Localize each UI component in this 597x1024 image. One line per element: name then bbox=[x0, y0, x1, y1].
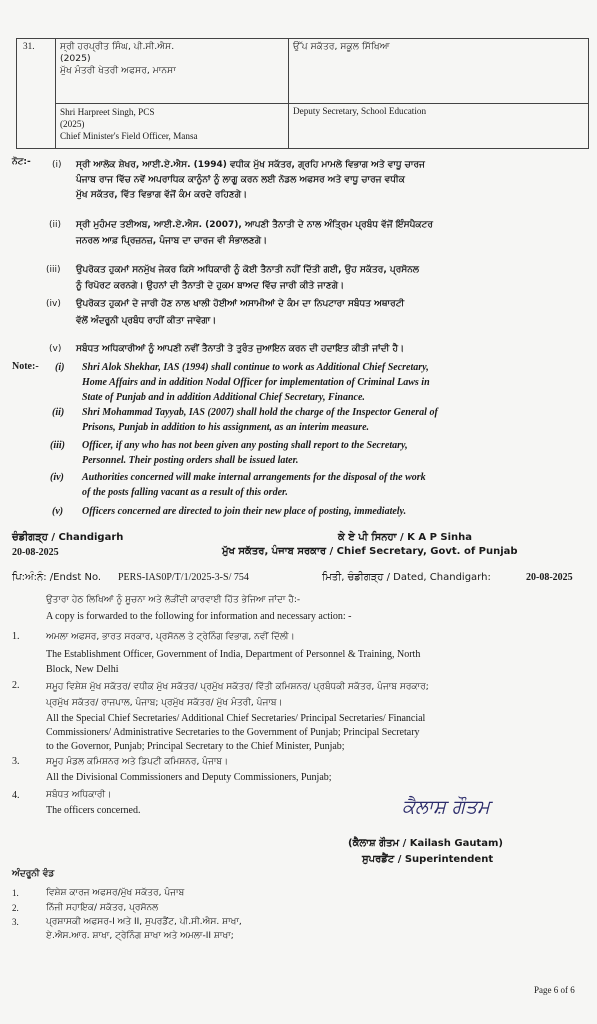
handwritten-signature: ਕੈਲਾਸ਼ ਗੌਤਮ bbox=[402, 796, 490, 818]
note-en-text: Officers concerned are directed to join their new place of posting, immediately. bbox=[82, 506, 407, 517]
internal-item: ਵਿਸ਼ੇਸ਼ ਕਾਰਜ ਅਫਸਰ/ਮੁੱਖ ਸਕੱਤਰ, ਪੰਜਾਬ bbox=[46, 888, 185, 898]
officer-cell-en bbox=[56, 104, 289, 149]
internal-item: ਨਿੱਜੀ ਸਹਾਇਕ/ ਸਕੱਤਰ, ਪ੍ਰਸੋਨਲ bbox=[46, 903, 159, 913]
endst-date-label: ਮਿਤੀ, ਚੰਡੀਗੜ੍ਹ / Dated, Chandigarh: bbox=[322, 572, 491, 583]
endst-number: PERS-IAS0P/T/1/2025-3-S/ 754 bbox=[118, 572, 249, 583]
order-date: 20-08-2025 bbox=[12, 547, 59, 558]
copy-en: The Establishment Officer, Government of India, Department of Personnel & Training, North bbox=[46, 649, 421, 660]
note-en-text: Officer, if any who has not been given any posting shall report to the Secretary, bbox=[82, 440, 408, 451]
internal-num: 1. bbox=[12, 888, 19, 898]
note-en-num: (iv) bbox=[50, 472, 64, 483]
note-pa-text: ਸ੍ਰੀ ਆਲੋਕ ਸ਼ੇਖਰ, ਆਈ.ਏ.ਐਸ. (1994) ਵਧੀਕ ਮੁੱਖ ਸਕੱਤਰ, ਗ੍ਰਹਿ ਮਾਮਲੇ ਵਿਭਾਗ ਅਤੇ ਵਾਧੂ ਚਾਰਜ bbox=[76, 160, 425, 170]
officer-year-pa: (2025) bbox=[60, 53, 91, 64]
copy-pa: ਸਬੰਧਤ ਅਧਿਕਾਰੀ। bbox=[46, 790, 112, 800]
note-pa-num: (v) bbox=[49, 344, 62, 354]
signatory-name: ਕੇ ਏ ਪੀ ਸਿਨਹਾ / K A P Sinha bbox=[338, 532, 472, 543]
note-pa-text: ਉਪਰੋਕਤ ਹੁਕਮਾਂ ਸਨਮੁੱਖ ਜੇਕਰ ਕਿਸੇ ਅਧਿਕਾਰੀ ਨੂੰ ਕੋਈ ਤੈਨਾਤੀ ਨਹੀਂ ਦਿੱਤੀ ਗਈ, ਉਹ ਸਕੱਤਰ, ਪ੍ਰਸੋਨਲ bbox=[76, 265, 419, 275]
note-pa-text: ਸ੍ਰੀ ਮੁਹੰਮਦ ਤਈਅਬ, ਆਈ.ਏ.ਐਸ. (2007), ਆਪਣੀ ਤੈਨਾਤੀ ਦੇ ਨਾਲ ਅੰਤ੍ਰਿਮ ਪ੍ਰਬੰਧ ਵੱਜੋਂ ਇੰਸਪੈਕਟਰ bbox=[76, 220, 433, 230]
internal-title: ਅੰਦਰੂਨੀ ਵੰਡ bbox=[12, 869, 55, 879]
note-pa-text: ਨੂੰ ਰਿਪੋਰਟ ਕਰਨਗੇ। ਉਹਨਾਂ ਦੀ ਤੈਨਾਤੀ ਦੇ ਹੁਕਮ ਬਾਅਦ ਵਿੱਚ ਜਾਰੀ ਕੀਤੇ ਜਾਣਗੇ। bbox=[76, 281, 345, 291]
copy-en: Block, New Delhi bbox=[46, 664, 119, 675]
copy-pa: ਅਮਲਾ ਅਫਸਰ, ਭਾਰਤ ਸਰਕਾਰ, ਪ੍ਰਸੋਨਲ ਤੇ ਟ੍ਰੇਨਿੰਗ ਵਿਭਾਗ, ਨਵੀਂ ਦਿੱਲੀ। bbox=[46, 632, 295, 642]
place: ਚੰਡੀਗੜ੍ਹ / Chandigarh bbox=[12, 532, 124, 543]
posting-table bbox=[16, 38, 589, 149]
table-row bbox=[17, 39, 589, 104]
note-pa-text: ਸਬੰਧਤ ਅਧਿਕਾਰੀਆਂ ਨੂੰ ਆਪਣੀ ਨਵੀਂ ਤੈਨਾਤੀ ਤੇ ਤੁਰੰਤ ਜੁਆਇਨ ਕਰਨ ਦੀ ਹਦਾਇਤ ਕੀਤੀ ਜਾਂਦੀ ਹੈ। bbox=[76, 344, 405, 354]
copy-en: to the Governor, Punjab; Principal Secretary to the Chief Minister, Punjab; bbox=[46, 741, 345, 752]
copy-en: All the Special Chief Secretaries/ Additional Chief Secretaries/ Principal Secretaries/ Financial bbox=[46, 713, 426, 724]
note-en-num: (ii) bbox=[52, 407, 65, 418]
note-label-en: Note:- bbox=[12, 361, 39, 372]
copy-pa: ਪ੍ਰਮੁੱਖ ਸਕੱਤਰ/ ਰਾਜਪਾਲ, ਪੰਜਾਬ; ਪ੍ਰਮੁੱਖ ਸਕੱਤਰ/ ਮੁੱਖ ਮੰਤਰੀ, ਪੰਜਾਬ। bbox=[46, 698, 283, 708]
superintendent-designation: ਸੁਪਰਡੈਂਟ / Superintendent bbox=[362, 854, 494, 865]
internal-num: 2. bbox=[12, 903, 19, 913]
internal-item: ਏ.ਐਸ.ਆਰ. ਸ਼ਾਖਾ, ਟ੍ਰੇਨਿੰਗ ਸ਼ਾਖਾ ਅਤੇ ਅਮਲਾ-II ਸ਼ਾਖਾ; bbox=[46, 931, 234, 941]
note-pa-text: ਪੰਜਾਬ ਰਾਜ ਵਿੱਚ ਨਵੇਂ ਅਪਰਾਧਿਕ ਕਾਨੂੰਨਾਂ ਨੂੰ ਲਾਗੂ ਕਰਨ ਲਈ ਨੋਡਲ ਅਫਸਰ ਅਤੇ ਵਾਧੂ ਚਾਰਜ ਵਧੀਕ bbox=[76, 175, 405, 185]
officer-name-en: Shri Harpreet Singh, PCS bbox=[60, 107, 155, 117]
note-en-text: Personnel. Their posting orders shall be issued later. bbox=[82, 455, 299, 466]
signatory-designation: ਮੁੱਖ ਸਕੱਤਰ, ਪੰਜਾਬ ਸਰਕਾਰ / Chief Secretary, Govt. of Punjab bbox=[222, 546, 518, 557]
internal-num: 3. bbox=[12, 917, 19, 927]
officer-current-pa: ਮੁੱਖ ਮੰਤਰੀ ਖੇਤਰੀ ਅਫਸਰ, ਮਾਨਸਾ bbox=[60, 65, 176, 76]
note-en-num: (v) bbox=[52, 506, 64, 517]
note-en-text: Home Affairs and in addition Nodal Officer for implementation of Criminal Laws in bbox=[82, 377, 430, 388]
endst-date: 20-08-2025 bbox=[526, 572, 573, 583]
page-number: Page 6 of 6 bbox=[534, 985, 575, 995]
note-pa-num: (iii) bbox=[46, 265, 61, 275]
note-pa-text: ਜਨਰਲ ਆਫ਼ ਪ੍ਰਿਜ਼ਨਜ਼, ਪੰਜਾਬ ਦਾ ਚਾਰਜ ਵੀ ਸੰਭਾਲਣਗੇ। bbox=[76, 236, 268, 246]
officer-current-en: Chief Minister's Field Officer, Mansa bbox=[60, 131, 198, 141]
note-en-num: (iii) bbox=[50, 440, 65, 451]
officer-year-en: (2025) bbox=[60, 119, 85, 129]
copy-num: 3. bbox=[12, 756, 20, 767]
copy-en: The officers concerned. bbox=[46, 805, 141, 816]
copy-pa: ਸਮੂਹ ਵਿਸ਼ੇਸ਼ ਮੁੱਖ ਸਕੱਤਰ/ ਵਧੀਕ ਮੁੱਖ ਸਕੱਤਰ/ ਪ੍ਰਮੁੱਖ ਸਕੱਤਰ/ ਵਿੱਤੀ ਕਮਿਸ਼ਨਰ/ ਪ੍ਰਬੰਧਕੀ ਸਕੱਤਰ, ਪੰਜਾਬ ਸਰਕਾਰ; bbox=[46, 682, 429, 692]
copy-num: 1. bbox=[12, 631, 20, 642]
note-pa-text: ਮੁੱਖ ਸਕੱਤਰ, ਵਿੱਤ ਵਿਭਾਗ ਵੱਜੋਂ ਕੰਮ ਕਰਦੇ ਰਹਿਣਗੇ। bbox=[76, 190, 248, 200]
copy-pa: ਸਮੂਹ ਮੰਡਲ ਕਮਿਸ਼ਨਰ ਅਤੇ ਡਿਪਟੀ ਕਮਿਸ਼ਨਰ, ਪੰਜਾਬ। bbox=[46, 757, 229, 767]
note-pa-num: (i) bbox=[52, 160, 62, 170]
copy-en: All the Divisional Commissioners and Deputy Commissioners, Punjab; bbox=[46, 772, 332, 783]
posting-cell-en: Deputy Secretary, School Education bbox=[289, 104, 589, 149]
posting-cell-pa: ਉੱਪ ਸਕੱਤਰ, ਸਕੂਲ ਸਿੱਖਿਆ bbox=[289, 39, 589, 104]
note-en-num: (i) bbox=[55, 362, 65, 373]
officer-name-pa: ਸ੍ਰੀ ਹਰਪ੍ਰੀਤ ਸਿੰਘ, ਪੀ.ਸੀ.ਐਸ. bbox=[60, 41, 175, 52]
note-pa-num: (ii) bbox=[49, 220, 62, 230]
serial-number: 31. bbox=[17, 39, 56, 149]
copy-en: Commissioners/ Administrative Secretaries to the Government of Punjab; Principal Secretary bbox=[46, 727, 420, 738]
note-en-text: Shri Alok Shekhar, IAS (1994) shall continue to work as Additional Chief Secretary, bbox=[82, 362, 429, 373]
note-pa-num: (iv) bbox=[46, 299, 61, 309]
endst-label: ਪਿ:ਅੰ:ਨੰ: /Endst No. bbox=[12, 572, 102, 583]
note-en-text: of the posts falling vacant as a result of this order. bbox=[82, 487, 288, 498]
forward-en: A copy is forwarded to the following for information and necessary action: - bbox=[46, 611, 352, 622]
forward-pa: ਉਤਾਰਾ ਹੇਠ ਲਿਖਿਆਂ ਨੂੰ ਸੂਚਨਾ ਅਤੇ ਲੋੜੀਂਦੀ ਕਾਰਵਾਈ ਹਿੱਤ ਭੇਜਿਆ ਜਾਂਦਾ ਹੈ:- bbox=[46, 595, 301, 605]
table-row bbox=[17, 104, 589, 149]
note-pa-text: ਵੱਲੋਂ ਅੰਦਰੂਨੀ ਪ੍ਰਬੰਧ ਰਾਹੀਂ ਕੀਤਾ ਜਾਵੇਗਾ। bbox=[76, 316, 217, 326]
note-en-text: Prisons, Punjab in addition to his assignment, as an interim measure. bbox=[82, 422, 370, 433]
superintendent-name: (ਕੈਲਾਸ਼ ਗੌਤਮ / Kailash Gautam) bbox=[348, 838, 503, 849]
note-en-text: Authorities concerned will make internal arrangements for the disposal of the work bbox=[82, 472, 426, 483]
note-pa-text: ਉਪਰੋਕਤ ਹੁਕਮਾਂ ਦੇ ਜਾਰੀ ਹੋਣ ਨਾਲ ਖਾਲੀ ਹੋਈਆਂ ਅਸਾਮੀਆਂ ਦੇ ਕੰਮ ਦਾ ਨਿਪਟਾਰਾ ਸਬੰਧਤ ਅਥਾਰਟੀ bbox=[76, 299, 405, 309]
copy-num: 2. bbox=[12, 680, 20, 691]
note-label-pa: ਨੋਟ:- bbox=[12, 157, 31, 167]
note-en-text: State of Punjab and in addition Additional Chief Secretary, Finance. bbox=[82, 392, 365, 403]
officer-cell-pa bbox=[56, 39, 289, 104]
copy-num: 4. bbox=[12, 790, 20, 801]
note-en-text: Shri Mohammad Tayyab, IAS (2007) shall hold the charge of the Inspector General of bbox=[82, 407, 438, 418]
internal-item: ਪ੍ਰਸ਼ਾਸਕੀ ਅਫਸਰ-I ਅਤੇ II, ਸੁਪਰਡੈਂਟ, ਪੀ.ਸੀ.ਐਸ. ਸ਼ਾਖਾ, bbox=[46, 917, 242, 927]
